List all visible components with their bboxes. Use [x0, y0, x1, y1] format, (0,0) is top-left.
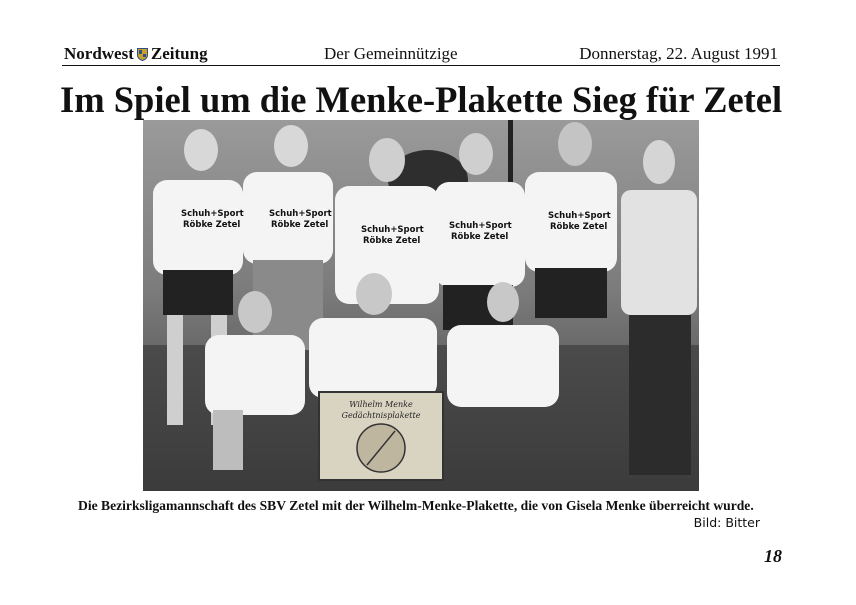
- photo-credit: Bild: Bitter: [693, 515, 760, 530]
- shirt-text-5b: Röbke Zetel: [550, 222, 608, 232]
- headline: Im Spiel um die Menke-Plakette Sieg für Zetel: [60, 79, 783, 120]
- section-name: Der Gemeinnützige: [324, 44, 458, 63]
- coat-of-arms-icon: [137, 48, 148, 61]
- plaque-text-1: Wilhelm Menke: [349, 400, 413, 409]
- newspaper-name-part2: Zeitung: [150, 44, 208, 63]
- newspaper-name: [64, 44, 208, 64]
- plaque-text-2: Gedächtnisplakette: [341, 411, 421, 420]
- shirt-text-1a: Schuh+Sport: [181, 209, 244, 219]
- newspaper-name-part1: Nordwest: [64, 44, 134, 63]
- shirt-text-5a: Schuh+Sport: [548, 211, 611, 221]
- menke-plaque: [319, 392, 443, 480]
- masthead: [62, 43, 780, 66]
- shirt-text-2a: Schuh+Sport: [269, 209, 332, 219]
- shirt-text-3a: Schuh+Sport: [361, 225, 424, 235]
- photo-caption: Die Bezirksligamannschaft des SBV Zetel mit der Wilhelm-Menke-Plakette, die von Gisela Menke überreicht wurde.: [78, 498, 754, 513]
- team-photo: [143, 120, 699, 491]
- issue-date: Donnerstag, 22. August 1991: [579, 44, 778, 63]
- team-photo-image: [143, 120, 699, 491]
- official-man: [621, 140, 697, 475]
- page-number: 18: [764, 546, 782, 566]
- shirt-text-3b: Röbke Zetel: [363, 236, 421, 246]
- shirt-text-1b: Röbke Zetel: [183, 220, 241, 230]
- shirt-text-4b: Röbke Zetel: [451, 232, 509, 242]
- shirt-text-2b: Röbke Zetel: [271, 220, 329, 230]
- shirt-text-4a: Schuh+Sport: [449, 221, 512, 231]
